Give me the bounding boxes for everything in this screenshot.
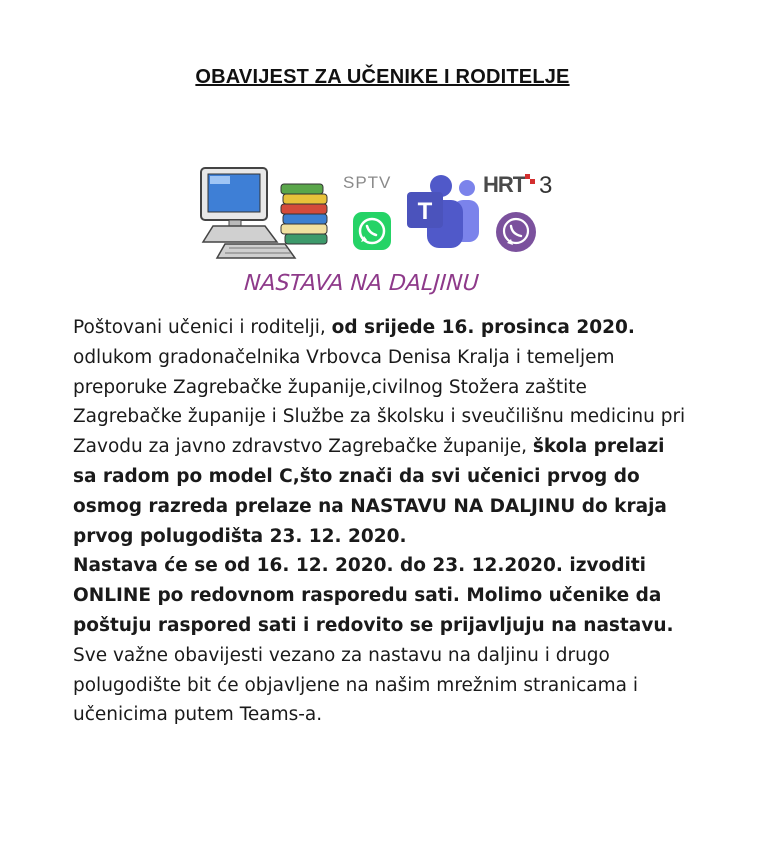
paragraph-3-notice: Sve važne obavijesti vezano za nastavu na daljinu i drugo polugodište bit će objavljene na našim mrežnim stranicama i učenicima putem Teams-a.: [73, 644, 638, 726]
paragraph-1-text: odlukom gradonačelnika Vrbovca Denisa Kralja i temeljem preporuke Zagrebačke županije,civilnog Stožera zaštite Zagrebačke županije i Službe za školsku i sveučilišnu medicinu pri Zavodu za javno zdravstvo Zagrebačke županije,: [73, 346, 686, 458]
hrt-channel: 3: [539, 172, 553, 199]
paragraph-2-schedule: Nastava će se od 16. 12. 2020. do 23. 12.2020. izvoditi ONLINE po redovnom rasporedu sati. Molimo učenike da poštuju raspored sati i redovito se prijavljuju na nastavu.: [73, 555, 674, 636]
distance-learning-banner: [195, 162, 565, 302]
books-icon: [281, 184, 327, 244]
whatsapp-icon: [353, 212, 391, 250]
computer-icon: [201, 168, 295, 258]
paragraph-1-date: od srijede 16. prosinca 2020.: [331, 317, 635, 338]
paragraph-1-announcement: škola prelazi sa radom po model C,što znači da svi učenici prvog do osmog razreda prelaze na NASTAVU NA DALJINU do kraja prvog polugodišta 23. 12. 2020.: [73, 436, 667, 547]
hrt-word: HRT: [483, 172, 526, 197]
paragraph-1-intro: Poštovani učenici i roditelji,: [73, 317, 332, 338]
notice-body: [73, 313, 693, 730]
teams-letter: T: [417, 198, 433, 225]
hrt3-logo: [483, 172, 552, 199]
document-title: OBAVIJEST ZA UČENIKE I RODITELJE: [195, 66, 570, 88]
sptv-logo: SPTV: [343, 173, 392, 192]
teams-icon: [407, 175, 479, 248]
viber-icon: [496, 212, 536, 252]
banner-caption: NASTAVA NA DALJINU: [243, 271, 480, 296]
